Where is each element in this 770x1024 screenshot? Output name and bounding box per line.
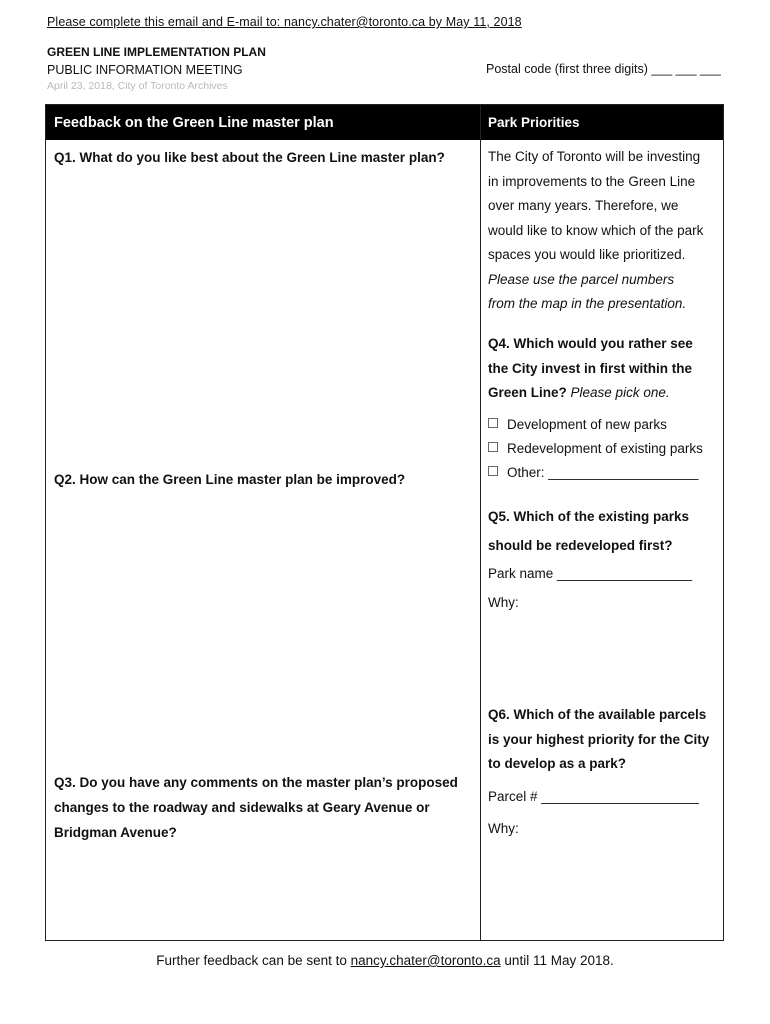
- checkbox-icon[interactable]: [488, 466, 498, 476]
- meeting-date: April 23, 2018, City of Toronto Archives: [47, 80, 228, 92]
- question-3-line-2: changes to the roadway and sidewalks at Geary Avenue or: [54, 800, 430, 815]
- question-6-line-1: Q6. Which of the available parcels: [488, 707, 707, 722]
- question-2[interactable]: Q2. How can the Green Line master plan be improved?: [54, 472, 406, 487]
- intro-line: over many years. Therefore, we: [488, 198, 679, 213]
- question-4-line-2: the City invest in first within the: [488, 360, 693, 376]
- footer-email-link[interactable]: nancy.chater@toronto.ca: [350, 953, 501, 968]
- question-6-line-3: to develop as a park?: [488, 756, 627, 771]
- park-priorities-intro: [488, 145, 720, 317]
- question-3[interactable]: [54, 770, 458, 845]
- q6-why-field[interactable]: Why:: [488, 821, 519, 836]
- footer-note: [0, 953, 770, 968]
- question-1[interactable]: Q1. What do you like best about the Green Line master plan?: [54, 150, 445, 165]
- park-name-field[interactable]: Park name __________________: [488, 566, 693, 581]
- plan-title: GREEN LINE IMPLEMENTATION PLAN: [47, 45, 266, 59]
- question-4: [488, 332, 720, 406]
- q5-why-field[interactable]: Why:: [488, 595, 519, 610]
- intro-line: spaces you would like prioritized.: [488, 247, 686, 262]
- option-label: Other: ____________________: [507, 465, 699, 480]
- question-4-line-3: Green Line?: [488, 385, 567, 400]
- intro-italic-line: from the map in the presentation.: [488, 296, 687, 311]
- intro-line: in improvements to the Green Line: [488, 173, 696, 189]
- question-3-line-1: Q3. Do you have any comments on the master plan’s proposed: [54, 775, 458, 790]
- feedback-header: Feedback on the Green Line master plan: [54, 115, 334, 131]
- option-existing-parks[interactable]: [488, 437, 703, 461]
- postal-code-field[interactable]: Postal code (first three digits) ___ ___ ___: [486, 62, 721, 76]
- question-4-line-1: Q4. Which would you rather see: [488, 336, 693, 351]
- checkbox-icon[interactable]: [488, 442, 498, 452]
- feedback-form: [45, 104, 724, 941]
- form-header: [46, 105, 723, 140]
- intro-italic-line: Please use the parcel numbers: [488, 271, 675, 287]
- question-6: [488, 703, 720, 777]
- option-new-parks[interactable]: [488, 413, 667, 437]
- option-other[interactable]: [488, 461, 698, 485]
- footer-text: Further feedback can be sent to: [156, 953, 351, 968]
- question-5-line-1: Q5. Which of the existing parks: [488, 509, 690, 524]
- intro-line: The City of Toronto will be investing: [488, 149, 701, 164]
- park-priorities-header: Park Priorities: [488, 115, 580, 130]
- option-label: Redevelopment of existing parks: [507, 441, 703, 456]
- checkbox-icon[interactable]: [488, 418, 498, 428]
- question-6-line-2: is your highest priority for the City: [488, 731, 710, 747]
- column-divider: [480, 105, 481, 940]
- parcel-field[interactable]: Parcel # _____________________: [488, 789, 699, 804]
- footer-text-end: until 11 May 2018.: [500, 953, 614, 968]
- question-4-hint: Please pick one.: [570, 385, 670, 400]
- question-3-line-3: Bridgman Avenue?: [54, 825, 177, 840]
- intro-line: would like to know which of the park: [488, 222, 704, 238]
- option-label: Development of new parks: [507, 417, 667, 432]
- question-5: [488, 502, 720, 560]
- email-instruction: Please complete this email and E-mail to: nancy.chater@toronto.ca by May 11, 2018: [47, 15, 522, 29]
- meeting-title: PUBLIC INFORMATION MEETING: [47, 63, 243, 77]
- question-5-line-2: should be redeveloped first?: [488, 538, 673, 553]
